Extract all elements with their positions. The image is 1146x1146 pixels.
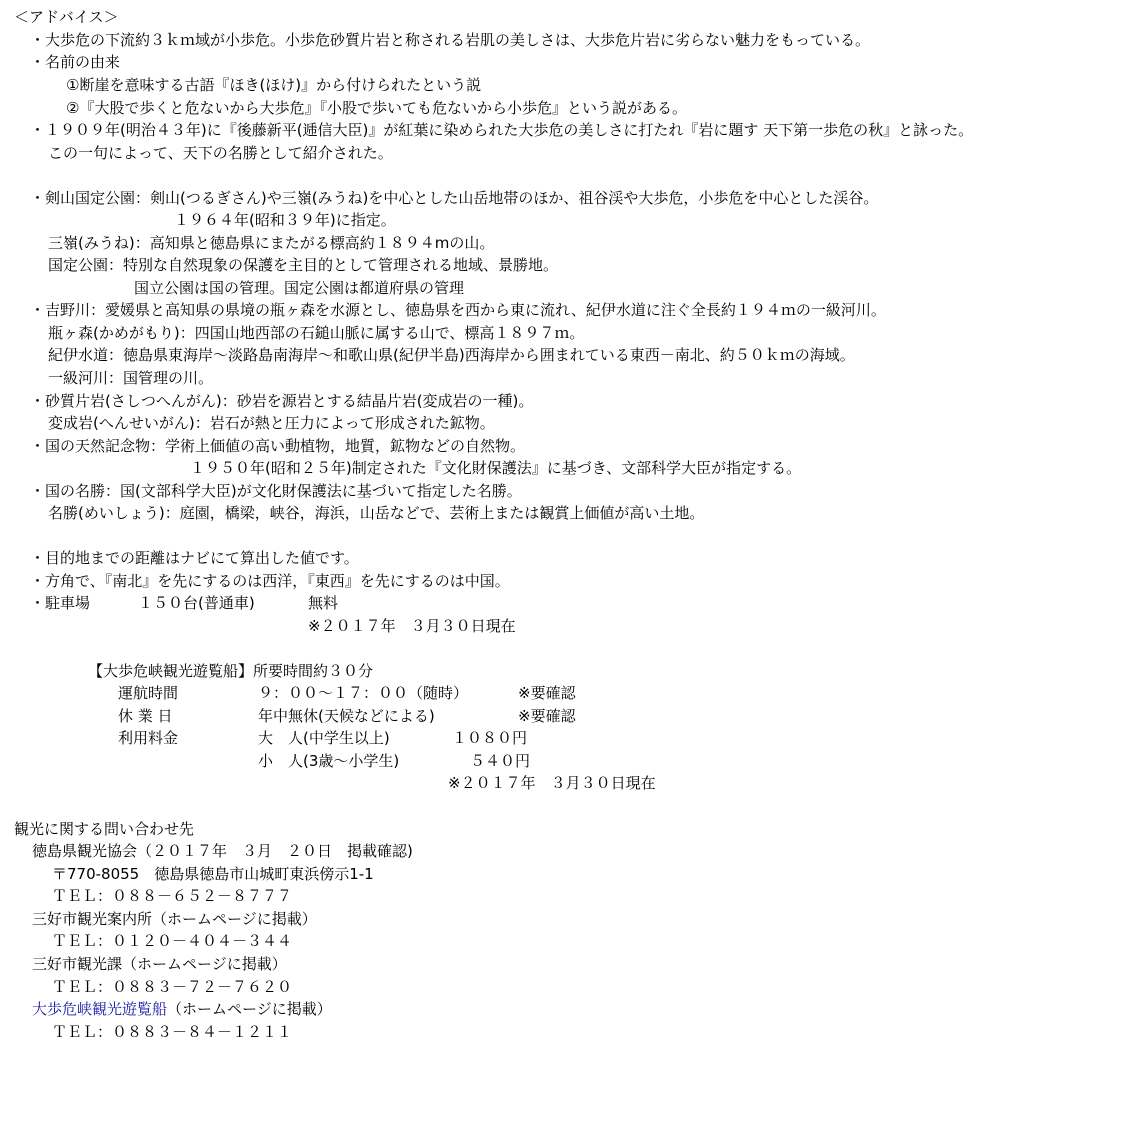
contact-org: 三好市観光課（ホームページに掲載） — [32, 955, 287, 973]
boat-holiday-note: ※要確認 — [518, 707, 576, 725]
advice-line: ・名前の由来 — [30, 53, 121, 71]
term-line: 一級河川：国管理の川。 — [48, 369, 214, 387]
term-line: 三嶺(みうね)：高知県と徳島県にまたがる標高約１８９４mの山。 — [48, 234, 495, 252]
contact-org: 徳島県観光協会（２０１７年 ３月 ２０日 掲載確認) — [32, 842, 413, 860]
parking-label: ・駐車場 — [30, 594, 91, 612]
contact-org-suffix: （ホームページに掲載） — [167, 1000, 332, 1018]
notes-date: ※２０１７年 ３月３０日現在 — [308, 617, 516, 635]
advice-line: ①断崖を意味する古語『ほき(ほけ)』から付けられたという説 — [66, 76, 482, 94]
boat-hours-label: 運航時間 — [118, 684, 179, 702]
contact-org-row — [32, 998, 332, 1020]
advice-line: ・大歩危の下流約３ｋｍ域が小歩危。小歩危砂質片岩と称される岩肌の美しさは、大歩危片岩に劣らない魅力をもっている。 — [30, 31, 871, 49]
advice-line: ・１９０９年(明治４３年)に『後藤新平(逓信大臣)』が紅葉に染められた大歩危の美しさに打たれ『岩に題す 天下第一歩危の秋』と詠った。 — [30, 121, 974, 139]
note-line: ・目的地までの距離はナビにて算出した値です。 — [30, 549, 359, 567]
note-line: ・方角で、『南北』を先にするのは西洋，『東西』を先にするのは中国。 — [30, 572, 510, 590]
boat-holiday-value: 年中無休(天候などによる) — [258, 707, 435, 725]
term-line: ・国の天然記念物：学術上価値の高い動植物，地質，鉱物などの自然物。 — [30, 437, 526, 455]
contact-tel: ＴＥＬ：０８８３－７２－７６２０ — [52, 978, 293, 996]
contact-org: 三好市観光案内所（ホームページに掲載） — [32, 910, 317, 928]
boat-adult-price: １０８０円 — [452, 729, 528, 747]
term-line: 変成岩(へんせいがん)：岩石が熱と圧力によって形成された鉱物。 — [48, 414, 495, 432]
advice-line: ②『大股で歩くと危ないから大歩危』『小股で歩いても危ないから小歩危』という説がある。 — [66, 99, 687, 117]
boat-date: ※２０１７年 ３月３０日現在 — [448, 774, 656, 792]
boat-child-price: ５４０円 — [470, 752, 531, 770]
contact-address: 〒770-8055 徳島県徳島市山城町東浜傍示1-1 — [52, 865, 374, 883]
boat-fee-label: 利用料金 — [118, 729, 179, 747]
boat-adult-label: 大 人(中学生以上) — [258, 729, 390, 747]
advice-heading: ＜アドバイス＞ — [14, 8, 119, 26]
term-line: 瓶ヶ森(かめがもり)：四国山地西部の石鎚山脈に属する山で、標高１８９７ｍ。 — [48, 324, 585, 342]
boat-holiday-label: 休 業 日 — [118, 707, 173, 725]
term-line: １９６４年(昭和３９年)に指定。 — [174, 211, 396, 229]
term-line: ・吉野川：愛媛県と高知県の県境の瓶ヶ森を水源とし、徳島県を西から東に流れ、紀伊水道に注ぐ全長約１９４ｍの一級河川。 — [30, 301, 886, 319]
term-line: ・砂質片岩(さしつへんがん)：砂岩を源岩とする結晶片岩(変成岩の一種)。 — [30, 392, 534, 410]
term-line: 紀伊水道：徳島県東海岸～淡路島南海岸～和歌山県(紀伊半島)西海岸から囲まれている東西－南北、約５０ｋｍの海域。 — [48, 346, 855, 364]
contacts-heading: 観光に関する問い合わせ先 — [14, 820, 195, 838]
term-line: 国立公園は国の管理。国定公園は都道府県の管理 — [134, 279, 465, 297]
advice-line: この一句によって、天下の名勝として紹介された。 — [48, 144, 393, 162]
boat-company-link[interactable]: 大歩危峡観光遊覧船 — [32, 1000, 168, 1018]
contact-tel: ＴＥＬ：０１２０－４０４－３４４ — [52, 932, 293, 950]
term-line: 名勝(めいしょう)：庭園，橋梁，峡谷，海浜，山岳などで、芸術上または観賞上価値が高い土地。 — [48, 504, 705, 522]
boat-hours-note: ※要確認 — [518, 684, 576, 702]
term-line: ・国の名勝：国(文部科学大臣)が文化財保護法に基づいて指定した名勝。 — [30, 482, 522, 500]
term-line: 国定公園：特別な自然現象の保護を主目的として管理される地域、景勝地。 — [48, 256, 559, 274]
boat-child-label: 小 人(3歳～小学生) — [258, 752, 400, 770]
boat-hours-value: ９：００～１７：００（随時） — [258, 684, 469, 702]
boat-title: 【大歩危峡観光遊覧船】所要時間約３０分 — [88, 662, 374, 680]
parking-count: １５０台(普通車) — [138, 594, 255, 612]
contact-tel: ＴＥＬ：０８８３－８４－１２１１ — [52, 1023, 293, 1041]
term-line: ・剣山国定公園：剣山(つるぎさん)や三嶺(みうね)を中心とした山岳地帯のほか、祖谷渓や大歩危，小歩危を中心とした渓谷。 — [30, 189, 879, 207]
contact-tel: ＴＥＬ：０８８－６５２－８７７７ — [52, 887, 293, 905]
term-line: １９５０年(昭和２５年)制定された『文化財保護法』に基づき、文部科学大臣が指定する。 — [190, 459, 802, 477]
parking-fee: 無料 — [308, 594, 339, 612]
